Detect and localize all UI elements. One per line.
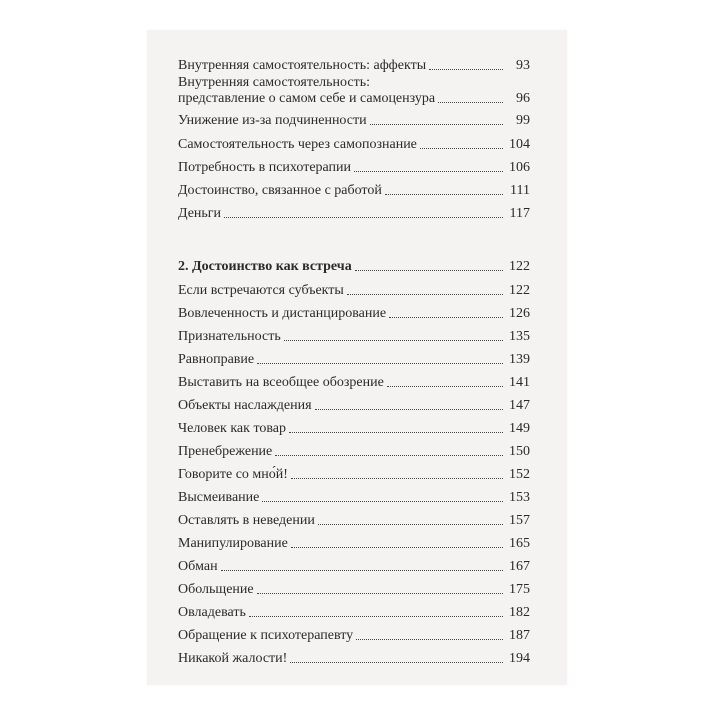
toc-entry <box>178 75 530 107</box>
toc-entry-page: 104 <box>509 137 530 152</box>
dot-leader <box>262 500 503 502</box>
toc-entry-title: Говорите со мно́й! <box>178 467 288 482</box>
toc-entry-title: Деньги <box>178 206 222 221</box>
toc-entry-page: 122 <box>509 259 530 274</box>
toc-entry-title: Внутренняя самостоятельность: <box>178 75 370 90</box>
toc-entry-title: Достоинство, связанное с работой <box>178 183 382 198</box>
dot-leader <box>291 477 503 479</box>
dot-leader <box>420 147 503 149</box>
toc-entry <box>178 137 530 153</box>
toc-entry <box>178 206 530 222</box>
dot-leader <box>257 362 503 364</box>
toc-entry-page: 117 <box>509 206 530 221</box>
dot-leader <box>355 269 503 271</box>
toc-entry-title: Пренебрежение <box>178 444 273 459</box>
toc-entry-page: 111 <box>510 183 530 198</box>
toc-entry-page: 135 <box>509 329 530 344</box>
dot-leader <box>275 454 503 456</box>
toc-entry-title: Обольщение <box>178 582 254 597</box>
toc-entry <box>178 559 530 575</box>
toc-entry-page: 175 <box>509 582 530 597</box>
toc-entry-page: 165 <box>509 536 530 551</box>
dot-leader <box>290 661 503 663</box>
toc-entry <box>178 306 530 322</box>
dot-leader <box>356 638 503 640</box>
toc-entry-page: 93 <box>516 58 530 73</box>
dot-leader <box>354 170 503 172</box>
toc-entry-title: Манипулирование <box>178 536 288 551</box>
toc-entry-title: Равноправие <box>178 352 255 367</box>
toc-entry <box>178 58 530 74</box>
toc-chapter-title: 2. Достоинство как встреча <box>178 259 352 274</box>
toc-entry-page: 157 <box>509 513 530 528</box>
toc-entry <box>178 329 530 345</box>
toc-entry-title: Унижение из-за подчиненности <box>178 113 367 128</box>
toc-entry <box>178 113 530 129</box>
toc-entry-title: Признательность <box>178 329 281 344</box>
dot-leader <box>291 546 503 548</box>
toc-entry <box>178 467 530 483</box>
toc-entry-page: 96 <box>516 91 530 106</box>
toc-entry <box>178 444 530 460</box>
toc-entry-page: 182 <box>509 605 530 620</box>
dot-leader <box>315 408 503 410</box>
toc-entry-title: Высмеивание <box>178 490 260 505</box>
toc-entry <box>178 352 530 368</box>
toc-entry <box>178 283 530 299</box>
toc-entry <box>178 421 530 437</box>
toc-entry-page: 99 <box>516 113 530 128</box>
dot-leader <box>224 216 503 218</box>
dot-leader <box>438 101 503 103</box>
dot-leader <box>221 569 503 571</box>
toc-entry-page: 106 <box>509 160 530 175</box>
toc-entry <box>178 183 530 199</box>
toc-entry <box>178 513 530 529</box>
toc-entry <box>178 160 530 176</box>
toc-chapter-heading <box>178 259 530 275</box>
toc-entry-title: Никакой жалости! <box>178 651 288 666</box>
toc-entry-page: 187 <box>509 628 530 643</box>
toc-entry <box>178 536 530 552</box>
dot-leader <box>347 293 503 295</box>
dot-leader <box>389 316 503 318</box>
dot-leader <box>257 592 503 594</box>
toc-entry <box>178 398 530 414</box>
toc-entry-title: Вовлеченность и дистанцирование <box>178 306 387 321</box>
dot-leader <box>284 339 503 341</box>
toc-entry-title: Внутренняя самостоятельность: аффекты <box>178 58 427 73</box>
toc-entry-title: Человек как товар <box>178 421 287 436</box>
dot-leader <box>429 68 503 70</box>
toc-entry-page: 149 <box>509 421 530 436</box>
dot-leader <box>318 523 503 525</box>
toc-entry-title: Овладевать <box>178 605 246 620</box>
toc-entry-page: 139 <box>509 352 530 367</box>
dot-leader <box>385 193 503 195</box>
toc-entry <box>178 605 530 621</box>
dot-leader <box>387 385 503 387</box>
toc-entry-title: Самостоятельность через самопознание <box>178 137 417 152</box>
toc-entry-title: Обман <box>178 559 218 574</box>
toc-entry-title: Оставлять в неведении <box>178 513 315 528</box>
dot-leader <box>249 615 503 617</box>
dot-leader <box>370 123 503 125</box>
dot-leader <box>289 431 503 433</box>
toc-entry <box>178 628 530 644</box>
toc-entry <box>178 651 530 667</box>
toc-entry-title: Обращение к психотерапевту <box>178 628 354 643</box>
toc-entry-page: 141 <box>509 375 530 390</box>
toc-entry <box>178 490 530 506</box>
toc-entry-page: 167 <box>509 559 530 574</box>
toc-entry-title: Потребность в психотерапии <box>178 160 352 175</box>
toc-entry <box>178 375 530 391</box>
toc-entry-title: Выставить на всеобщее обозрение <box>178 375 384 390</box>
toc-entry-title: Если встречаются субъекты <box>178 283 344 298</box>
toc-entry-page: 153 <box>509 490 530 505</box>
toc-entry-page: 194 <box>509 651 530 666</box>
toc-entry-page: 126 <box>509 306 530 321</box>
toc-entry <box>178 582 530 598</box>
toc-entry-page: 150 <box>509 444 530 459</box>
toc-entry-page: 122 <box>509 283 530 298</box>
toc-entry-title-continued: представление о самом себе и самоцензура <box>178 91 436 106</box>
toc-entry-title: Объекты наслаждения <box>178 398 312 413</box>
toc-entry-page: 147 <box>509 398 530 413</box>
toc-entry-page: 152 <box>509 467 530 482</box>
